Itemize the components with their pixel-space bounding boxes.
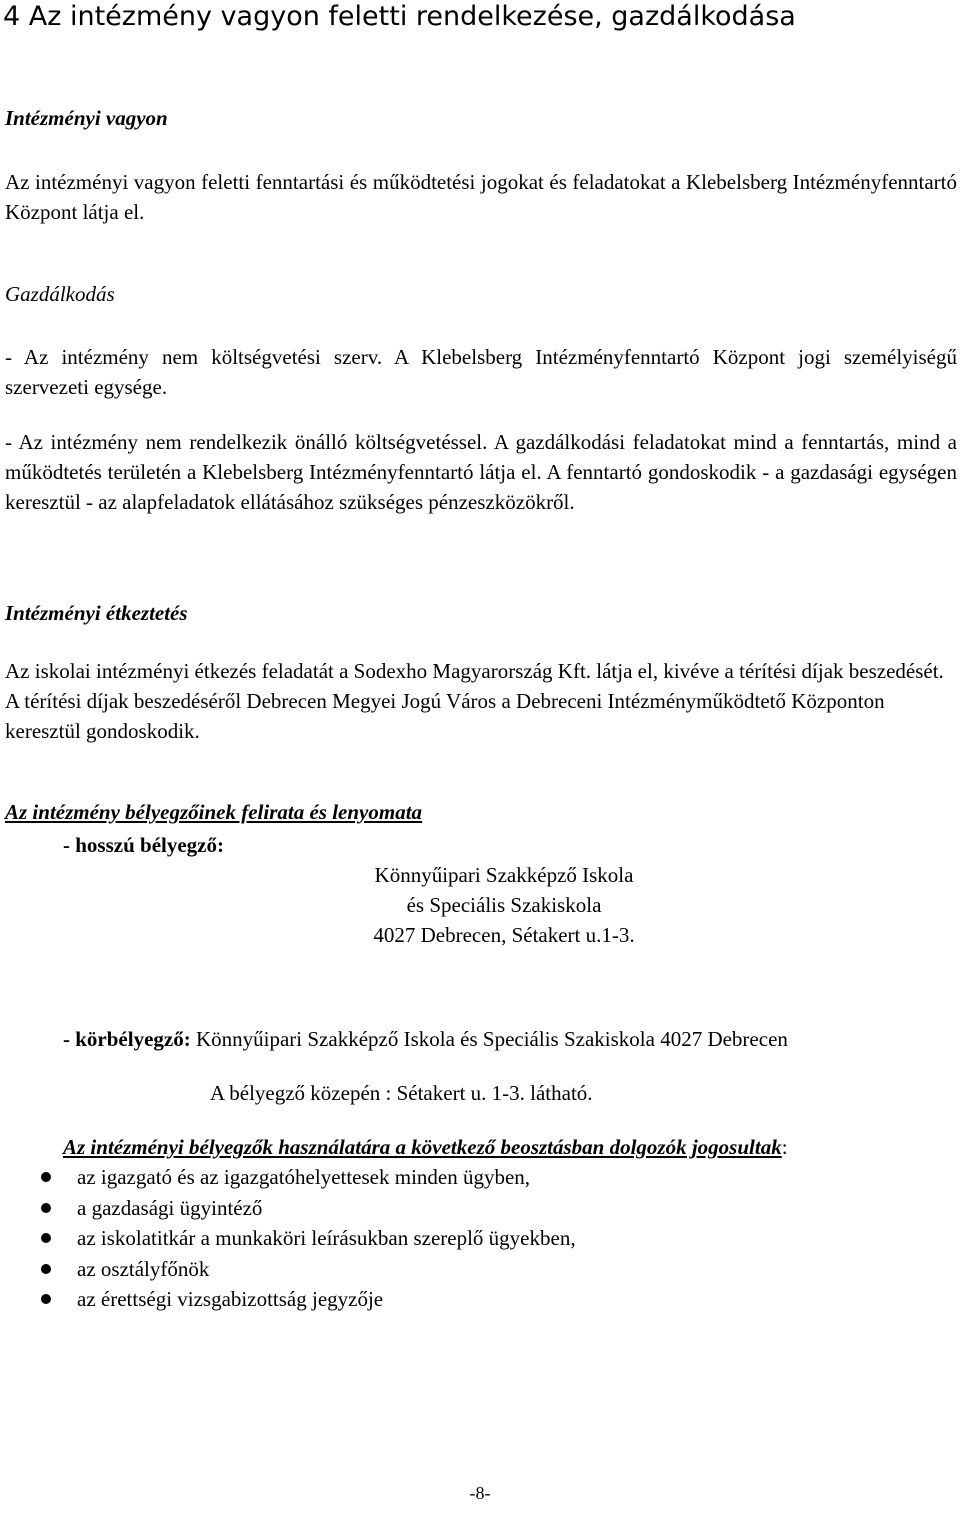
usage-heading: Az intézményi bélyegzők használatára a következő beosztásban dolgozók jogosultak: [63, 1135, 782, 1159]
page-number: -8-: [469, 1483, 491, 1503]
gazdalkodas-heading-text: Gazdálkodás: [5, 282, 115, 306]
long-stamp-label: - hosszú bélyegző:: [63, 833, 224, 857]
list-item-text: az osztályfőnök: [77, 1256, 210, 1281]
bullet-icon: [41, 1264, 51, 1274]
usage-heading-row: [63, 1132, 788, 1162]
section-heading-etkeztetes: Intézményi étkeztetés: [5, 601, 188, 625]
long-stamp-line: 4027 Debrecen, Sétakert u.1-3.: [373, 923, 635, 947]
section-heading-belyegzok: Az intézmény bélyegzőinek felirata és lenyomata: [5, 800, 423, 824]
gazdalkodas-paragraph-2: - Az intézmény nem rendelkezik önálló költségvetéssel. A gazdálkodási feladatokat mind a fenntartás, mind a működtetés területén a Klebelsberg Intézményfenntartó látja el. A fenntartó gondoskodik - a gazdasági egységen keresztül - az alapfeladatok ellátásához szükséges pénzeszközökről.: [5, 430, 957, 514]
section-heading-vagyon: Intézményi vagyon: [5, 106, 168, 130]
bullet-icon: [41, 1172, 51, 1182]
list-item-text: a gazdasági ügyintéző: [77, 1195, 263, 1220]
long-stamp-line: Könnyűipari Szakképző Iskola: [374, 863, 634, 887]
list-item-text: az iskolatitkár a munkaköri leírásukban szereplő ügyekben,: [77, 1226, 576, 1250]
vagyon-paragraph: Az intézményi vagyon feletti fenntartási és működtetési jogokat és feladatokat a Klebelsberg Intézményfenntartó Központ látja el.: [5, 170, 957, 224]
round-stamp-center-text: A bélyegző közepén : Sétakert u. 1-3. látható.: [210, 1081, 593, 1105]
round-stamp-row: [63, 1024, 788, 1054]
long-stamp-line: és Speciális Szakiskola: [406, 893, 602, 917]
bullet-icon: [41, 1203, 51, 1213]
bullet-icon: [41, 1294, 51, 1304]
list-item-text: az igazgató és az igazgatóhelyettesek minden ügyben,: [77, 1165, 531, 1189]
usage-heading-colon: :: [781, 1135, 788, 1159]
round-stamp-text: Könnyűipari Szakképző Iskola és Speciális Szakiskola 4027 Debrecen: [190, 1027, 788, 1051]
long-stamp-text: [343, 860, 665, 950]
list-item-text: az érettségi vizsgabizottság jegyzője: [77, 1287, 384, 1311]
round-stamp-label: - körbélyegző:: [63, 1027, 191, 1051]
gazdalkodas-paragraph-1: - Az intézmény nem költségvetési szerv. A Klebelsberg Intézményfenntartó Központ jogi személyiségű szervezeti egysége.: [5, 345, 957, 399]
chapter-title: 4 Az intézmény vagyon feletti rendelkezése, gazdálkodása: [3, 1, 796, 32]
etkeztetes-paragraph: Az iskolai intézményi étkezés feladatát a Sodexho Magyarország Kft. látja el, kivéve a térítési díjak beszedését. A térítési díjak beszedéséről Debrecen Megyei Jogú Város a Debreceni Intézményműködtető Központon keresztül gondoskodik.: [5, 659, 944, 743]
bullet-icon: [41, 1233, 51, 1243]
section-heading-gazdalkodas: [5, 281, 115, 307]
